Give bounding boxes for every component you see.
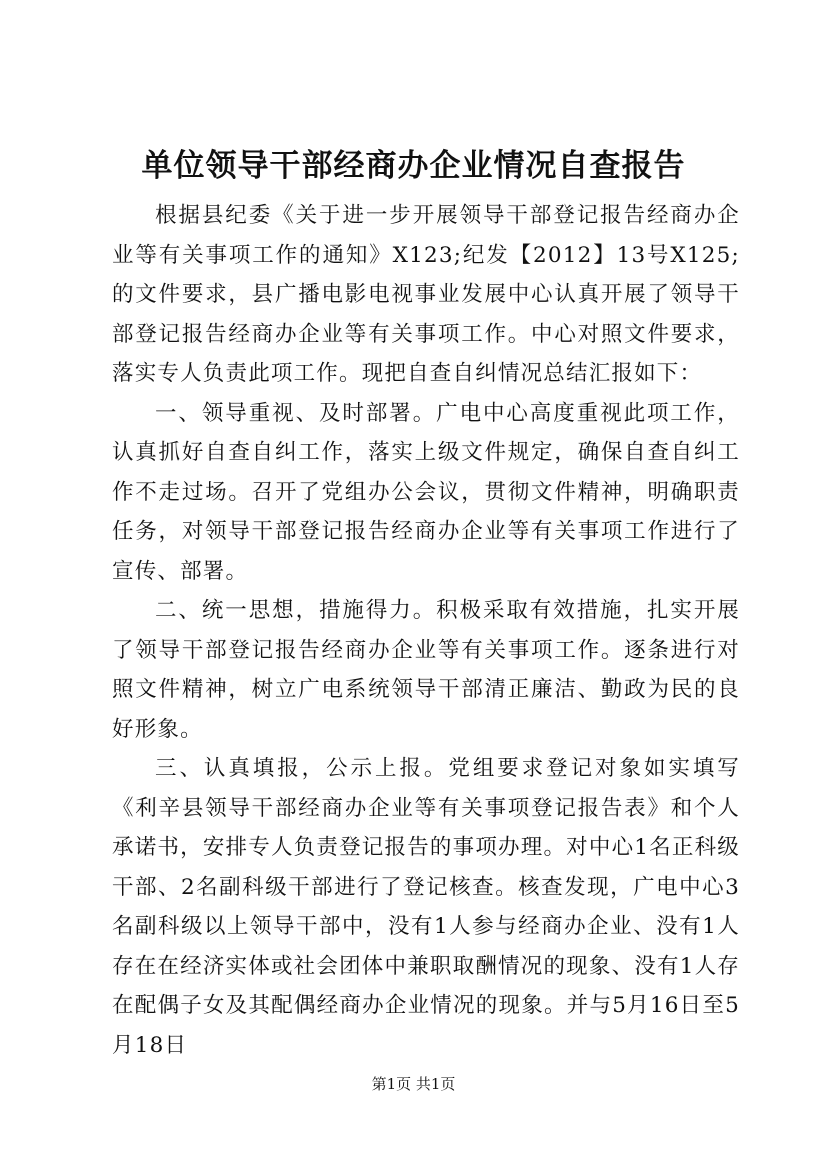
document-title: 单位领导干部经商办企业情况自查报告 (141, 148, 686, 184)
paragraph-intro: 根据县纪委《关于进一步开展领导干部登记报告经商办企业等有关事项工作的通知》X123;纪发【2012】13号X125;的文件要求，县广播电影电视事业发展中心认真开展了领导干部登记报告经商办企业等有关事项工作。中心对照文件要求，落实专人负责此项工作。现把自查自纠情况总结汇报如下： (112, 203, 740, 386)
paragraph-section-1: 一、领导重视、及时部署。广电中心高度重视此项工作，认真抓好自查自纠工作，落实上级文件规定，确保自查自纠工作不走过场。召开了党组办公会议，贯彻文件精神，明确职责任务，对领导干部登记报告经商办企业等有关事项工作进行了宣传、部署。 (112, 400, 740, 584)
page-number: 第1页 共1页 (371, 1075, 456, 1093)
paragraph-section-3: 三、认真填报，公示上报。党组要求登记对象如实填写《利辛县领导干部经商办企业等有关事项登记报告表》和个人承诺书，安排专人负责登记报告的事项办理。对中心1名正科级干部、2名副科级干部进行了登记核查。核查发现，广电中心3名副科级以上领导干部中，没有1人参与经商办企业、没有1人存在在经济实体或社会团体中兼职取酬情况的现象、没有1人存在配偶子女及其配偶经商办企业情况的现象。并与5月16日至5月18日 (112, 756, 740, 1058)
document-body (112, 196, 740, 1065)
paragraph-section-2: 二、统一思想，措施得力。积极采取有效措施，扎实开展了领导干部登记报告经商办企业等有关事项工作。逐条进行对照文件精神，树立广电系统领导干部清正廉洁、勤政为民的良好形象。 (112, 598, 740, 742)
